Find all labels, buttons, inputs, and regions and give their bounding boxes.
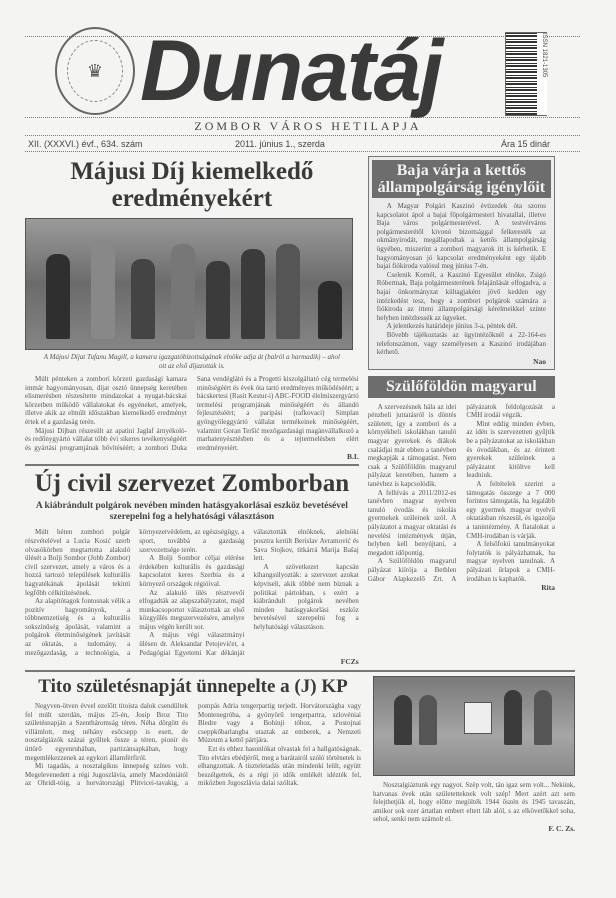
section-rule (25, 670, 575, 672)
section-rule (25, 464, 359, 466)
article-body (368, 403, 555, 583)
article-headline: Tito születésnapját ünnepelte a (J) KP (38, 676, 348, 697)
newspaper-logo: Dunatáj (140, 23, 442, 119)
paragraph: Az alakuló ülés résztvevői elfogadták az alapszabályzatot, majd munkacsoportot választottak az első közgyűlés megszervezésére, amelyre május végén került sor. (139, 588, 245, 631)
article-body (25, 528, 359, 657)
photo-caption: A Májusi Díjat Tufanu Magill, a kamara igazgatóbizottságának elnöke adja át (balról a harmadik) – ahol ott az első díjazottak is. (43, 353, 340, 370)
top-section (25, 156, 555, 666)
paragraph: Ezt és ehhez hasonlókat olvastak fel a hallgatóságnak. Tito elvtárs ebédjéről, meg a barátairól szóló történetek is elhangzottak. A tiszteletadás után mindenki leült, együtt beszélgettek, és a régi jó idők emlékét idézték fel, miközben Jugoszlávia dalai szóltak. (198, 744, 361, 788)
masthead-subtitle: ZOMBOR VÁROS HETILAPJA (194, 119, 422, 133)
tito-article (25, 676, 361, 788)
coat-of-arms-icon: ♛ (67, 40, 123, 102)
article-body (377, 202, 546, 357)
bottom-section (25, 676, 575, 833)
masthead-rule (25, 117, 580, 118)
paragraph: A feltételek szerint a támogatás összege a 7 000 forintos támogatás, ha legalább egy gyermek magyar nyelvű oktatásban részesül, és igazolja a tanintézmény. A fiatalokat a CMH-irodában is várják. (466, 480, 555, 540)
paragraph: A szövetkezet kapcsán kihangsúlyozták: a szervezet azokat képviseli, akik többé nem bíznak a politikai pártokban, s ezért a kiábrándult polgárok nevében minden hatásgyakorlási eszköz bevetésével szerepelni fog a helyhatósági választáson. (253, 562, 359, 631)
left-column (25, 156, 359, 666)
article-deck: A kiábrándult polgárok nevében minden hatásgyakorlásai eszköz bevetésével szerepelni fog a helyhatósági választáson (35, 501, 348, 523)
paragraph: Múlt héten zombori polgár részvételével a Lucia Kosić szerb olvasókörben megtartotta alakuló ülését a Bolji Sombor (Jobb Zombor) civil szervezet, amely a város és a hozzá tartozó települések kulturális hagyatékának ápolását tekinti legfőbb célkitűzésének. (25, 528, 131, 597)
celebration-photo (373, 676, 575, 776)
paragraph: A május végi választmányi ülésen dr. Aleksandar Petojevićet, a Pedagógiai Egyetemi Kar dékánját választották elnöknek, alelnöki posztra került Berislav Avramović és Sava Stojkov, titkárrá Marija Bašaj lett. (139, 528, 359, 657)
info-rule-bottom (25, 151, 580, 152)
paragraph: A felhívás a 2011/2012-es tanévben magyar nyelven tanuló óvodás és iskolás gyermekek szüleinek szól. A pályázatot a magyar oktatási és nevelési intézmények útján, helyben kell benyújtani, a megadott időpontig. (367, 488, 457, 557)
issn: ISSN 1821-1305 (537, 33, 547, 115)
article-headline: Májusi Díj kiemelkedő eredményekért (70, 158, 314, 212)
right-column (368, 156, 555, 592)
box-headline: Baja várja a kettős állampolgárság igénylőit (372, 160, 551, 198)
sidebar-box (368, 156, 555, 370)
article-headline: Új civil szervezet Zomborban (34, 470, 350, 498)
seal-stamp (55, 27, 135, 115)
article-signature: F. C. Zs. (548, 823, 575, 833)
paragraph: A Magyar Polgári Kaszinó évtizedek óta szoros kapcsolatot ápol a bajai főpolgármesteri hivatallal, illetve Baja város polgármesterével. A testvérváros polgármesterétől kivonó bizottsággal felkeresték az okmányirodát, megállapodtak a kettős állampolgárság ügyében, miszerint a zombori magyarok itt is kérhetik. E hagyományosan jó kapcsolat eredményeként egy újabb bajai fiókiroda valósul meg június 7-én. (376, 202, 546, 271)
paragraph: A Bolji Sombor céljai elérése érdekében kulturális és gazdasági kapcsolatot keres Szerbia és a környező országok régióival. (139, 554, 245, 588)
paragraph: Negyven-ötven évvel ezelőtt titoista dalok csendültek fel múlt szerdán, május 25-én, Josip Broz Tito születésnapján a Szentháromság téren. Néha dörgött és villámlott, meg néhány esőcsepp is esett, de nosztalgiázók százai gyűltek össze a téren, pionír és úttörő egyenruhában, partizánsapkában, hogy megemlékezzenek az egykori államférfiról. (25, 702, 188, 762)
article-signature: Rita (541, 583, 555, 593)
article-body (25, 375, 359, 452)
barcode-icon (505, 32, 547, 116)
info-rule-top (25, 135, 580, 136)
issue-number: XII. (XXXVI.) évf., 634. szám (28, 139, 143, 149)
paragraph: Cselenik Kornél, a Kaszinó Egyesület elnöke, Zsigó Róbertnak, Baja polgármesterének felajánlását elfogadva, a bajai önkormányzat kültagjaként jövő kedden egy intézkedést tesz, hogy a zombori polgárok számára a fiókiroda az itteni állampolgársági kérelmeikkel szinte helyben intézhessék az ügyeket. (376, 270, 546, 322)
tito-right-column (373, 676, 575, 833)
award-photo (25, 218, 353, 350)
paragraph: Az alapítótagok fontosnak vélik a pozitív hagyományok, a többnemzetiség és a kulturális sokszínűség ápolását, valamint a polgárok életminőségének javítását az oktatás, a tudomány, a mezőgazdaság, a technológia, a környezetvédelem, az egészségügy, a sport, továbbá a gazdaság szervezettsége terén. (25, 528, 245, 657)
issue-price: Ára 15 dinár (500, 139, 550, 149)
paragraph: A felsőfokú tanulmányokat folytatók is pályázhatnak, ha magyar nyelven tanulnak. A pályázati űrlapok a CMH-irodában is kaphatók. (466, 540, 555, 583)
article-headline: Szülőföldön magyarul (368, 376, 555, 398)
article-signature: FCZs (340, 657, 359, 667)
paragraph: Nosztalgiáztunk egy nagyot. Szép volt, tán igaz sem volt... Nekünk, hatvanas évek után születetteknek volt szép! Mert azért azt sem felejthetjük el, hogy előtte megölték 1944 őszén és 1945 tavaszán, amikor sok ezer ártatlan embert eltett láb alól, s az elkövetőkkel soha, sehol, senki nem számolt el. (373, 781, 575, 824)
paragraph: A szervezésnek hála az idei pénzbeli juttatásról is döntés született, így a zombori és a környékbeli iskolákban tanuló magyar gyerekek és diákok családjai már ebben a tanévben megkapják a támogatást. Nem csak a Szülőföldön magyarul pályázat keretében, hanem a tanévhez is kapcsolódik. (367, 402, 457, 489)
paragraph: Bővebb tájékoztatás az ügyintézőknél a 22-164-es telefonszámon, vagy személyesen a Kaszinó irodájában kérhető. (376, 330, 546, 357)
paragraph: Mint eddig minden évben, az idén is szervezetten gyűjtik be a pályázatokat az iskolákban és óvodákban, és az érintett gyerekek szüleinek a pályázatot kitöltve kell leadniuk. (466, 419, 555, 480)
paragraph: A Szülőföldön magyarul pályázat kiírója a Bethlen Gábor Alapkezelő Zrt. A pályázatok feldolgozását a CMH irodái végzik. (367, 402, 555, 583)
article-signature: Nao (533, 356, 546, 366)
paragraph: Mi tagadás, a nosztalgikus ünnepség színes volt. Megelevenedett a régi Jugoszlávia, amely Macedóniától az Ohridi-tóig, a horvátországi Plitvicei-tavakig, a pompás Adria tengerpartig terjedt. Horvátországba vagy Montenegróba, a gyönyörű tengerpartra, szlovéniai Bledre vagy a Bohinji tóhoz, a Postojnai cseppkőbarlangba utaztak az emberek, a Nemzeti Múzeum a kettő pártjára. (25, 702, 361, 788)
article-signature: B.I. (347, 452, 359, 462)
paragraph: A jelentkezés határideje június 3-a, péntek dél. (386, 322, 518, 331)
issue-date: 2011. június 1., szerda (235, 139, 325, 149)
paragraph: Májusi Díjban részesült az apatini Jaglaf árnyékoló- és redőnygyártó vállalat több évi sikeres tevékenységéért és gyártási programjának bővítéséért; a zombori Duka Sana vendéglátó és a Progetti kiszolgáltató cég termelési minőségéért és évek óta tartó eredményes működéséért; a bácskertesi (Rasit Kestur-i) ABC-FOOD élelmiszergyártó termelési programjának minőségéért és állandó fejlesztéséért; a paripási (rafkovaci) Simplan gyöngyöleggyártó vállalat termékeinek minőségéért, valamint Goran Teršić mezőgazdasági magánvállalkozó a marhatenyésztésben és a tejtermelésben elért eredményeiért. (25, 375, 359, 452)
paragraph: Múlt pénteken a zombori körzeti gazdasági kamara immár hagyományosan, díjat osztó ünnepség keretében elismerésben részesítette mindazokat a nyugat-bácskai körzetben működő vállalatokat és egyéneket, amelyek, illetve akik az elmúlt időszakban kiemelkedő eredményt értek el a gazdaság terén. (25, 375, 187, 426)
article-body-continued (373, 781, 575, 824)
article-body (25, 702, 361, 788)
